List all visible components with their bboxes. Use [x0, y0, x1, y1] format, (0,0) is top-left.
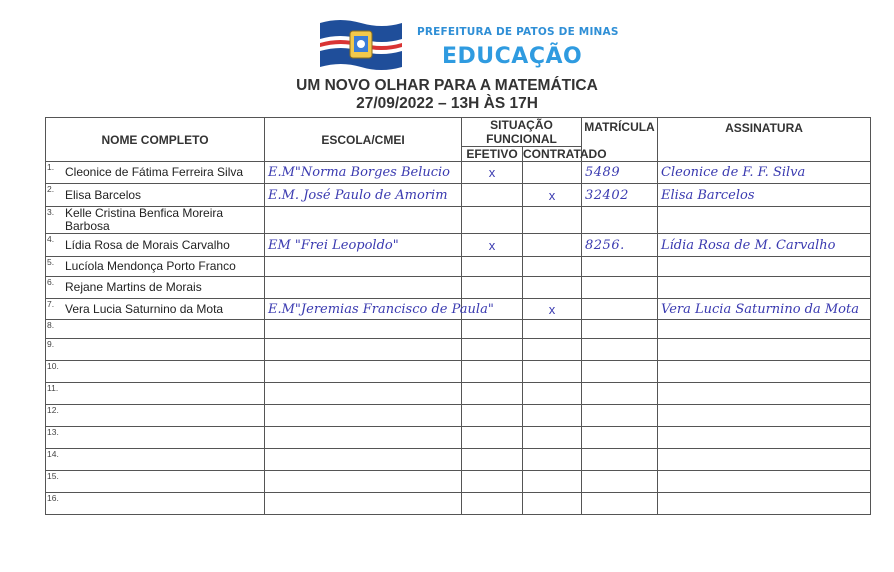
name-cell[interactable]	[46, 427, 265, 449]
matricula-cell[interactable]	[582, 162, 658, 184]
table-row	[46, 361, 871, 383]
participant-name: Lídia Rosa de Morais Carvalho	[65, 237, 230, 252]
school-handwriting: E.M"Norma Borges Belucio	[268, 165, 450, 180]
signature-handwriting: Elisa Barcelos	[661, 187, 755, 203]
col-header-efetivo: EFETIVO	[462, 147, 523, 162]
efetivo-cell[interactable]	[462, 361, 523, 383]
row-number: 11.	[47, 383, 59, 393]
school-cell[interactable]	[265, 277, 462, 299]
contratado-cell[interactable]	[523, 299, 582, 320]
signature-cell[interactable]	[658, 471, 871, 493]
row-number: 8.	[47, 320, 55, 330]
contratado-cell[interactable]	[523, 234, 582, 257]
efetivo-cell[interactable]	[462, 405, 523, 427]
efetivo-cell[interactable]	[462, 493, 523, 515]
efetivo-cell[interactable]	[462, 339, 523, 361]
school-cell[interactable]	[265, 299, 494, 320]
school-handwriting: EM "Frei Leopoldo"	[268, 237, 399, 253]
table-row	[46, 383, 871, 405]
name-cell[interactable]	[46, 207, 265, 234]
matricula-handwriting: 8256.	[585, 237, 625, 253]
row-number: 14.	[47, 449, 59, 459]
efetivo-cell[interactable]	[462, 383, 523, 405]
contratado-mark: x	[548, 187, 556, 203]
table-row	[46, 427, 871, 449]
contratado-cell[interactable]	[523, 427, 582, 449]
efetivo-cell[interactable]	[462, 320, 523, 339]
col-header-name: NOME COMPLETO	[46, 118, 265, 162]
efetivo-cell[interactable]	[462, 471, 523, 493]
table-row	[46, 257, 871, 277]
contratado-cell[interactable]	[523, 277, 582, 299]
row-number: 3.	[47, 207, 55, 217]
table-row	[46, 277, 871, 299]
name-cell[interactable]	[46, 184, 265, 207]
col-header-assinatura: ASSINATURA	[658, 118, 871, 162]
table-row	[46, 493, 871, 515]
school-handwriting: E.M. José Paulo de Amorim	[268, 187, 448, 203]
signature-cell[interactable]	[658, 162, 871, 184]
name-cell[interactable]	[46, 471, 265, 493]
contratado-cell[interactable]	[523, 320, 582, 339]
school-cell[interactable]	[265, 320, 462, 339]
table-row	[46, 320, 871, 339]
contratado-mark: x	[548, 301, 556, 317]
name-cell[interactable]	[46, 361, 265, 383]
table-row	[46, 207, 871, 234]
matricula-cell[interactable]	[582, 493, 658, 515]
col-header-situacao: SITUAÇÃO FUNCIONAL	[462, 118, 582, 147]
contratado-cell[interactable]	[523, 184, 582, 207]
table-row	[46, 234, 871, 257]
name-cell[interactable]	[46, 299, 265, 320]
matricula-cell[interactable]	[582, 383, 658, 405]
school-cell[interactable]	[265, 339, 462, 361]
school-cell[interactable]	[265, 383, 462, 405]
signature-cell[interactable]	[658, 257, 871, 277]
name-cell[interactable]	[46, 234, 265, 257]
name-cell[interactable]	[46, 257, 265, 277]
school-cell[interactable]	[265, 405, 462, 427]
name-cell[interactable]	[46, 383, 265, 405]
name-cell[interactable]	[46, 277, 265, 299]
matricula-cell[interactable]	[582, 339, 658, 361]
matricula-cell[interactable]	[582, 320, 658, 339]
contratado-cell[interactable]	[523, 405, 582, 427]
table-row	[46, 339, 871, 361]
contratado-cell[interactable]	[523, 493, 582, 515]
event-date: 27/09/2022 – 13H ÀS 17H	[356, 95, 538, 112]
matricula-cell[interactable]	[582, 234, 658, 257]
document-header	[0, 0, 894, 118]
efetivo-cell[interactable]	[462, 427, 523, 449]
contratado-cell[interactable]	[523, 361, 582, 383]
matricula-cell[interactable]	[582, 207, 658, 234]
contratado-cell[interactable]	[523, 339, 582, 361]
name-cell[interactable]	[46, 162, 265, 184]
signature-cell[interactable]	[658, 184, 871, 207]
col-header-school: ESCOLA/CMEI	[265, 118, 462, 162]
efetivo-cell[interactable]	[462, 277, 523, 299]
row-number: 12.	[47, 405, 59, 415]
contratado-cell[interactable]	[523, 471, 582, 493]
signature-cell[interactable]	[658, 299, 871, 320]
matricula-cell[interactable]	[582, 257, 658, 277]
efetivo-cell[interactable]	[462, 449, 523, 471]
contratado-cell[interactable]	[523, 162, 582, 184]
signature-cell[interactable]	[658, 493, 871, 515]
signature-cell[interactable]	[658, 427, 871, 449]
name-cell[interactable]	[46, 339, 265, 361]
efetivo-cell[interactable]	[462, 234, 523, 257]
row-number: 15.	[47, 471, 59, 481]
matricula-cell[interactable]	[582, 184, 658, 207]
matricula-cell[interactable]	[582, 471, 658, 493]
contratado-cell[interactable]	[523, 207, 582, 234]
table-row	[46, 299, 871, 320]
table-row	[46, 162, 871, 184]
contratado-cell[interactable]	[523, 449, 582, 471]
name-cell[interactable]	[46, 405, 265, 427]
name-cell[interactable]	[46, 320, 265, 339]
row-number: 2.	[47, 184, 55, 194]
school-cell[interactable]	[265, 361, 462, 383]
contratado-cell[interactable]	[523, 257, 582, 277]
matricula-cell[interactable]	[582, 299, 658, 320]
matricula-cell[interactable]	[582, 405, 658, 427]
row-number: 6.	[47, 277, 55, 287]
name-cell[interactable]	[46, 449, 265, 471]
school-cell[interactable]	[265, 257, 462, 277]
table-row	[46, 449, 871, 471]
efetivo-cell[interactable]	[462, 257, 523, 277]
row-number: 13.	[47, 427, 59, 437]
row-number: 10.	[47, 361, 59, 371]
matricula-cell[interactable]	[582, 277, 658, 299]
signature-cell[interactable]	[658, 339, 871, 361]
signature-cell[interactable]	[658, 234, 871, 257]
table-row	[46, 184, 871, 207]
matricula-cell[interactable]	[582, 427, 658, 449]
row-number: 9.	[47, 339, 55, 349]
school-cell[interactable]	[265, 234, 462, 257]
signature-cell[interactable]	[658, 207, 871, 234]
signature-handwriting: Vera Lucia Saturnino da Mota	[661, 301, 859, 317]
participant-name: Elisa Barcelos	[65, 187, 142, 202]
event-title: UM NOVO OLHAR PARA A MATEMÁTICA	[296, 77, 598, 94]
school-cell[interactable]	[265, 449, 462, 471]
participant-name: Kelle Cristina Benfica Moreira Barbosa	[65, 206, 224, 233]
school-cell[interactable]	[265, 207, 462, 234]
prefeitura-label: PREFEITURA DE PATOS DE MINAS	[417, 26, 619, 38]
school-cell[interactable]	[265, 184, 462, 207]
signature-handwriting: Lídia Rosa de M. Carvalho	[661, 237, 836, 253]
participant-name: Lucíola Mendonça Porto Franco	[65, 259, 236, 273]
matricula-handwriting: 32402	[585, 187, 629, 203]
col-header-contratado: CONTRATADO	[523, 147, 607, 161]
row-number: 4.	[47, 234, 55, 244]
signature-cell[interactable]	[658, 405, 871, 427]
row-number: 5.	[47, 257, 55, 267]
participant-name: Rejane Martins de Morais	[65, 280, 202, 294]
signature-cell[interactable]	[658, 383, 871, 405]
signature-cell[interactable]	[658, 361, 871, 383]
col-header-matricula: MATRÍCULA	[582, 118, 658, 162]
municipal-flag-logo	[320, 19, 402, 71]
efetivo-cell[interactable]	[462, 162, 523, 184]
matricula-cell[interactable]	[582, 361, 658, 383]
signature-cell[interactable]	[658, 449, 871, 471]
table-row	[46, 471, 871, 493]
matricula-handwriting: 5489	[585, 165, 621, 180]
efetivo-cell[interactable]	[462, 184, 523, 207]
school-cell[interactable]	[265, 471, 462, 493]
participant-name: Cleonice de Fátima Ferreira Silva	[65, 165, 244, 179]
efetivo-cell[interactable]	[462, 207, 523, 234]
row-number: 16.	[47, 493, 59, 503]
department-label: EDUCAÇÃO	[442, 44, 583, 69]
efetivo-mark: x	[488, 165, 496, 180]
signature-handwriting: Cleonice de F. F. Silva	[661, 165, 806, 180]
school-cell[interactable]	[265, 427, 462, 449]
matricula-cell[interactable]	[582, 449, 658, 471]
contratado-cell[interactable]	[523, 383, 582, 405]
attendance-table	[45, 117, 871, 515]
participant-name: Vera Lucia Saturnino da Mota	[65, 301, 224, 316]
signature-cell[interactable]	[658, 277, 871, 299]
school-cell[interactable]	[265, 162, 462, 184]
name-cell[interactable]	[46, 493, 265, 515]
efetivo-mark: x	[488, 237, 496, 253]
table-row	[46, 405, 871, 427]
school-cell[interactable]	[265, 493, 462, 515]
school-handwriting: E.M"Jeremias Francisco de Paula"	[268, 301, 494, 317]
row-number: 1.	[47, 162, 55, 172]
row-number: 7.	[47, 299, 55, 309]
signature-cell[interactable]	[658, 320, 871, 339]
